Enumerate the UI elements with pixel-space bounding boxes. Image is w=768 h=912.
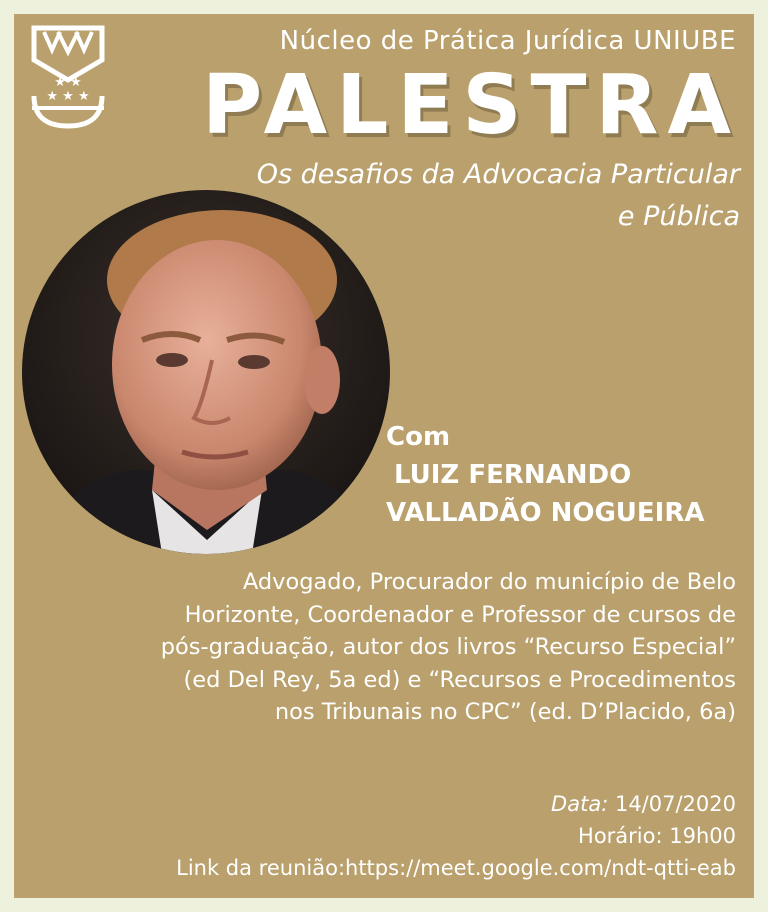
speaker-photo <box>22 190 390 554</box>
shield-crest-icon <box>28 22 108 132</box>
meeting-link[interactable]: Link da reunião:https://meet.google.com/ndt-qtti-eab <box>176 856 736 880</box>
bio-line: (ed Del Rey, 5a ed) e “Recursos e Procedimentos <box>183 666 736 693</box>
event-poster <box>14 14 754 898</box>
speaker-bio <box>76 566 736 729</box>
svg-text:★ ★: ★ ★ <box>54 75 82 90</box>
svg-text:★ ★ ★: ★ ★ ★ <box>46 89 90 104</box>
event-time: Horário: 19h00 <box>578 824 736 848</box>
event-details <box>176 788 736 884</box>
date-value: 14/07/2020 <box>614 792 736 816</box>
speaker-name-line: VALLADÃO NOGUEIRA <box>386 498 705 528</box>
date-label: Data: <box>551 792 609 816</box>
bio-line: nos Tribunais no CPC” (ed. D’Placido, 6a) <box>274 699 736 725</box>
headline: PALESTRA <box>202 58 740 153</box>
bio-line: pós-graduação, autor dos livros “Recurso Especial” <box>160 634 736 660</box>
speaker-name-line: LUIZ FERNANDO <box>394 460 632 490</box>
speaker-intro: Com <box>386 422 451 452</box>
speaker-name <box>386 456 705 532</box>
organization-name: Núcleo de Prática Jurídica UNIUBE <box>279 26 736 56</box>
talk-title-line: Os desafios da Advocacia Particular <box>256 159 740 190</box>
bio-line: Advogado, Procurador do município de Belo <box>242 569 736 595</box>
talk-title-line: e Pública <box>617 201 740 232</box>
event-date <box>176 788 736 820</box>
bio-line: Horizonte, Coordenador e Professor de cursos de <box>184 601 736 628</box>
